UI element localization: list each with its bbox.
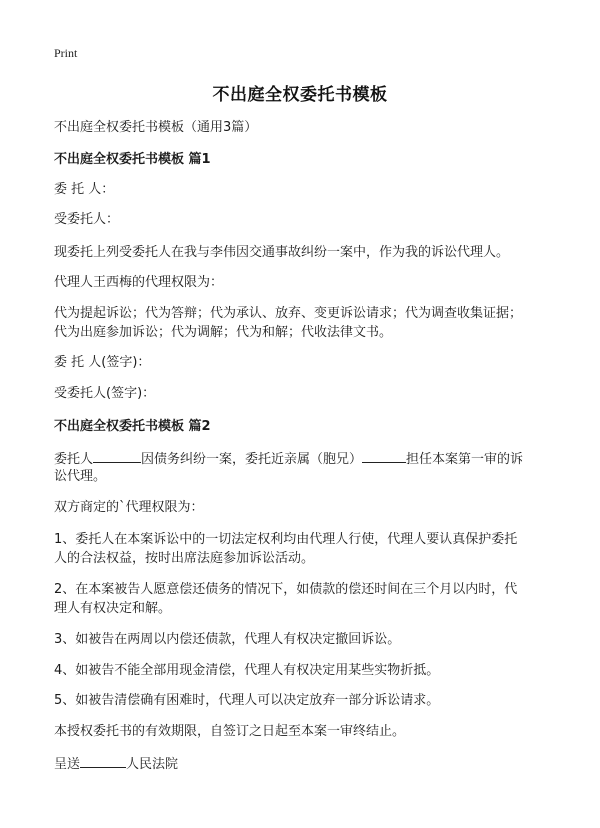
principal-signature-line: 委 托 人(签字)： <box>54 355 151 370</box>
agreement-line: 双方商定的`代理权限为： <box>54 500 204 515</box>
authority-scope-line1: 代为提起诉讼；代为答辩；代为承认、放弃、变更诉讼请求；代为调查收集证据； <box>54 306 523 321</box>
print-label[interactable]: Print <box>54 46 78 60</box>
authority-scope-line2: 代为出庭参加诉讼；代为调解；代为和解；代收法律文书。 <box>54 325 393 340</box>
agent-signature-line: 受委托人(签字)： <box>54 386 156 401</box>
submit-line <box>54 753 554 775</box>
section2-heading: 不出庭全权委托书模板 篇2 <box>54 419 211 434</box>
item1-line1: 1、委托人在本案诉讼中的一切法定权利均由代理人行使，代理人要认真保护委托 <box>54 532 518 547</box>
authority-intro: 代理人王西梅的代理权限为： <box>54 275 224 290</box>
court-name-blank <box>80 753 126 768</box>
agent-line: 受委托人： <box>54 212 120 227</box>
item4-line: 4、如被告不能全部用现金清偿，代理人有权决定用某些实物折抵。 <box>54 663 440 678</box>
entrust-paragraph-line2: 讼代理。 <box>54 469 107 484</box>
item2-line1: 2、在本案被告人愿意偿还债务的情况下，如债款的偿还时间在三个月以内时，代 <box>54 582 518 597</box>
section1-heading: 不出庭全权委托书模板 篇1 <box>54 152 211 167</box>
item5-line: 5、如被告清偿确有困难时，代理人可以决定放弃一部分诉讼请求。 <box>54 693 440 708</box>
principal-name-blank <box>93 448 141 463</box>
entrust-paragraph-prefix: 委托人 <box>54 452 94 467</box>
intro-line: 不出庭全权委托书模板（通用3篇） <box>54 120 258 135</box>
validity-line: 本授权委托书的有效期限，自签订之日起至本案一审终结止。 <box>54 724 406 739</box>
entrust-paragraph-suffix: 担任本案第一审的诉 <box>406 452 524 467</box>
submit-suffix: 人民法院 <box>126 757 179 772</box>
item3-line: 3、如被告在两周以内偿还债款，代理人有权决定撤回诉讼。 <box>54 632 401 647</box>
agent-name-blank <box>362 448 406 463</box>
principal-line: 委 托 人： <box>54 182 115 197</box>
submit-prefix: 呈送 <box>54 757 81 772</box>
item1-line2: 人的合法权益，按时出席法庭参加诉讼活动。 <box>54 551 315 566</box>
document-title: 不出庭全权委托书模板 <box>212 85 388 105</box>
entrustment-statement: 现委托上列受委托人在我与李伟因交通事故纠纷一案中，作为我的诉讼代理人。 <box>54 245 510 260</box>
item2-line2: 理人有权决定和解。 <box>54 601 172 616</box>
entrust-paragraph-middle: 因债务纠纷一案，委托近亲属（胞兄） <box>141 452 363 467</box>
